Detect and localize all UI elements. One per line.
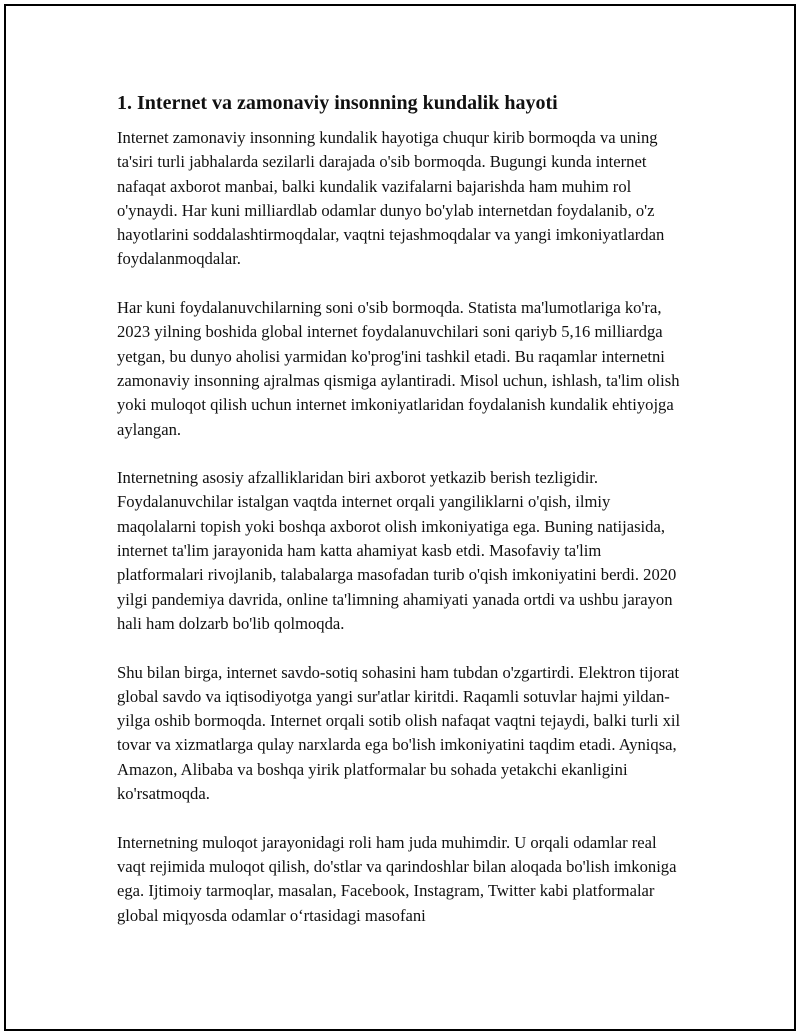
paragraph-2: Har kuni foydalanuvchilarning soni o'sib bormoqda. Statista ma'lumotlariga ko'ra, 2023 yilning boshida global internet foydalanuvchilari soni qariyb 5,16 milliardga yetgan, bu dunyo aholisi yarmidan ko'prog'ini tashkil etadi. Bu raqamlar internetni zamonaviy insonning ajralmas qismiga aylantiradi. Misol uchun, ishlash, ta'lim olish yoki muloqot qilish uchun internet imkoniyatlaridan foydalanish kundalik ehtiyojga aylangan.	[117, 298, 680, 439]
section-heading: 1. Internet va zamonaviy insonning kundalik hayoti	[117, 92, 558, 114]
paragraph-3: Internetning asosiy afzalliklaridan biri axborot yetkazib berish tezligidir. Foydalanuvchilar istalgan vaqtda internet orqali yangiliklarni o'qish, ilmiy maqolalarni topish yoki boshqa axborot olish imkoniyatiga ega. Buning natijasida, internet ta'lim jarayonida ham katta ahamiyat kasb etdi. Masofaviy ta'lim platformalari rivojlanib, talabalarga masofadan turib o'qish imkoniyatini berdi. 2020 yilgi pandemiya davrida, online ta'limning ahamiyati yanada ortdi va ushbu jarayon hali ham dolzarb bo'lib qolmoqda.	[117, 468, 677, 633]
document-body	[117, 90, 689, 952]
paragraph-4: Shu bilan birga, internet savdo-sotiq sohasini ham tubdan o'zgartirdi. Elektron tijorat global savdo va iqtisodiyotga yangi sur'atlar kiritdi. Raqamli sotuvlar hajmi yildan-yilga oshib bormoqda. Internet orqali sotib olish nafaqat vaqtni tejaydi, balki turli xil tovar va xizmatlarga qulay narxlarda ega bo'lish imkoniyatini taqdim etadi. Ayniqsa, Amazon, Alibaba va boshqa yirik platformalar bu sohada yetakchi ekanligini ko'rsatmoqda.	[117, 662, 681, 804]
paragraph-5: Internetning muloqot jarayonidagi roli ham juda muhimdir. U orqali odamlar real vaqt rejimida muloqot qilish, do'stlar va qarindoshlar bilan aloqada bo'lish imkoniga ega. Ijtimoiy tarmoqlar, masalan, Facebook, Instagram, Twitter kabi platformalar global miqyosda odamlar o‘rtasidagi masofani	[117, 832, 677, 925]
paragraph-1: Internet zamonaviy insonning kundalik hayotiga chuqur kirib bormoqda va uning ta'siri turli jabhalarda sezilarli darajada o'sib bormoqda. Bugungi kunda internet nafaqat axborot manbai, balki kundalik vazifalarni bajarishda ham muhim rol o'ynaydi. Har kuni milliardlab odamlar dunyo bo'ylab internetdan foydalanib, o'z hayotlarini soddalashtirmoqdalar, vaqtni tejashmoqdalar va yangi imkoniyatlardan foydalanmoqdalar.	[117, 128, 665, 269]
